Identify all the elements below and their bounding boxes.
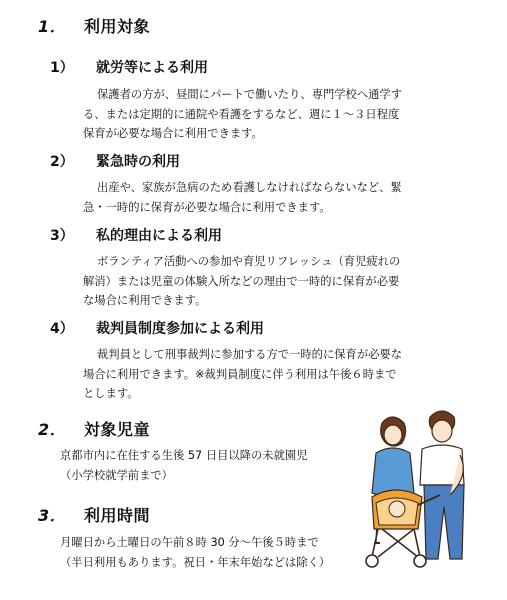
item-3-heading	[50, 225, 222, 245]
section-2-line-2: （小学校就学前まで）	[60, 468, 173, 482]
item-2-number: 2）	[50, 154, 74, 170]
item-2-title: 緊急時の利用	[96, 154, 180, 170]
father-figure	[420, 411, 464, 559]
section-3-heading	[38, 503, 150, 526]
family-with-stroller-illustration	[352, 405, 492, 575]
item-4-line-1: 裁判員として刑事裁判に参加する方で一時的に保育が必要な	[97, 348, 403, 361]
item-3-line-3: な場合に利用できます。	[83, 294, 207, 307]
item-4-number: 4）	[50, 321, 74, 337]
item-2-line-1: 出産や、家族が急病のため看護しなければならないなど、緊	[97, 181, 402, 194]
item-3-body	[83, 252, 468, 311]
section-2-title: 対象児童	[84, 420, 151, 439]
section-3-line-2: （半日利用もあります。祝日・年末年始などは除く）	[60, 555, 331, 569]
section-3-line-1: 月曜日から土曜日の午前８時 30 分～午後５時まで	[60, 536, 319, 549]
section-2-body	[60, 446, 308, 485]
item-1-body	[83, 85, 468, 144]
item-1-heading	[50, 57, 208, 77]
item-1-line-2: る、または定期的に通院や看護をするなど、週に１～３日程度	[83, 107, 400, 121]
section-1-number: 1．	[38, 17, 67, 36]
item-4-line-3: とします。	[83, 387, 139, 400]
item-2-heading	[50, 151, 180, 171]
item-1-line-1: 保護者の方が、昼間にパートで働いたり、専門学校へ通学す	[97, 88, 403, 101]
section-2-line-1: 京都市内に在住する生後 57 日目以降の未就園児	[60, 449, 308, 462]
section-1-title: 利用対象	[84, 17, 151, 36]
item-4-title: 裁判員制度参加による利用	[96, 321, 264, 337]
item-4-body	[83, 345, 468, 404]
item-4-line-2: 場合に利用できます。※裁判員制度に伴う利用は午後６時まで	[83, 367, 397, 381]
item-3-title: 私的理由による利用	[96, 228, 222, 244]
section-3-body	[60, 533, 330, 572]
section-3-number: 3．	[38, 506, 67, 525]
item-3-line-1: ボランティア活動への参加や育児リフレッシュ（育児疲れの	[97, 255, 401, 268]
item-2-line-2: 急・一時的に保育が必要な場合に利用できます。	[83, 200, 331, 214]
item-3-number: 3）	[50, 228, 74, 244]
item-1-title: 就労等による利用	[96, 60, 208, 76]
section-3-title: 利用時間	[84, 506, 151, 525]
section-2-heading	[38, 417, 150, 440]
item-1-line-3: 保育が必要な場合に利用できます。	[83, 127, 263, 140]
item-2-body	[83, 178, 468, 217]
section-1-heading	[38, 14, 150, 37]
item-4-heading	[50, 318, 264, 338]
section-2-number: 2．	[38, 420, 67, 439]
item-3-line-2: 解消）または児童の体験入所などの理由で一時的に保育が必要	[83, 274, 400, 288]
item-1-number: 1）	[50, 60, 74, 76]
